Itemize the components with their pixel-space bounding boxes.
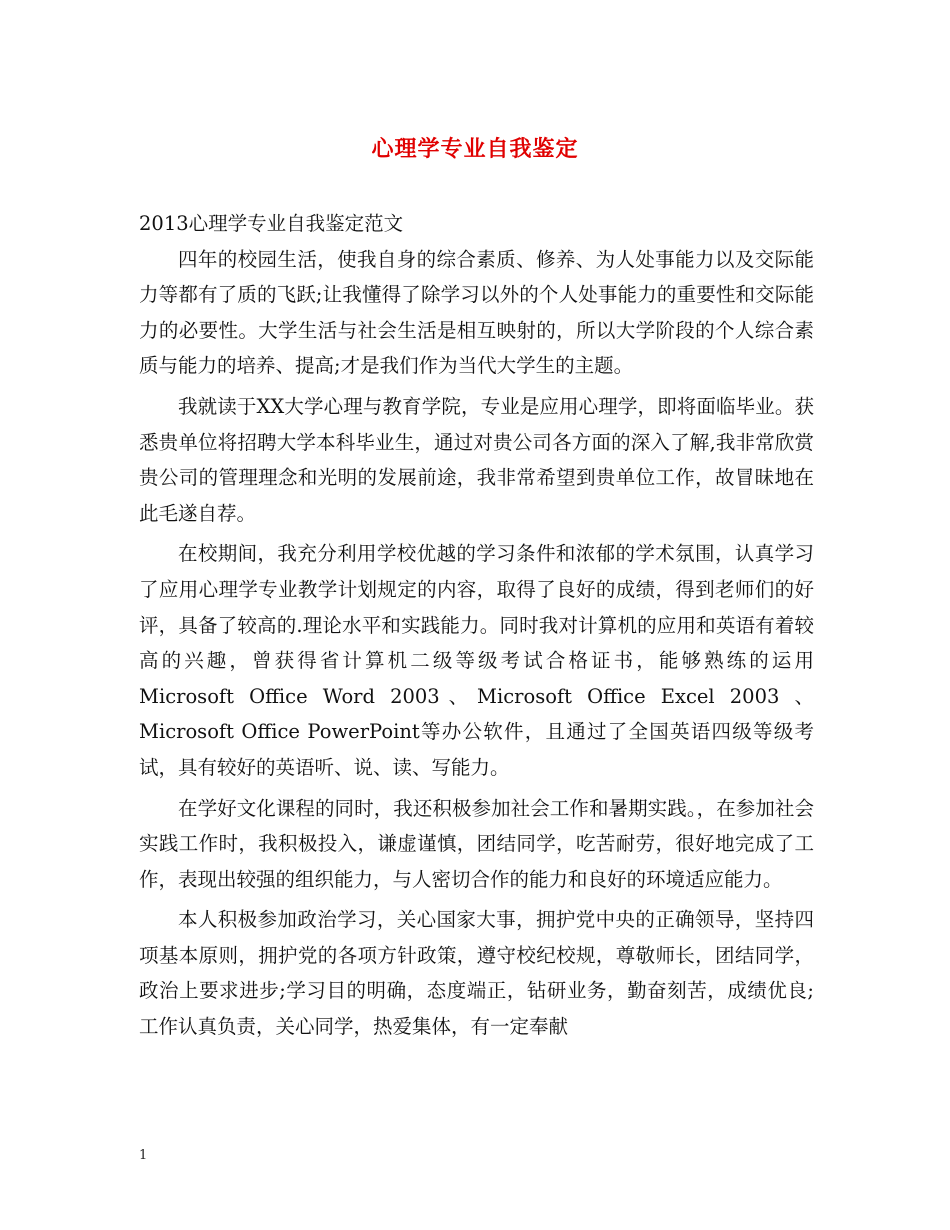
paragraph-5: 本人积极参加政治学习，关心国家大事，拥护党中央的正确领导，坚持四项基本原则，拥护党的各项方针政策，遵守校纪校规，尊敬师长，团结同学，政治上要求进步;学习目的明确，态度端正，钻研业务，勤奋刻苦，成绩优良;工作认真负责，关心同学，热爱集体，有一定奉献 <box>139 908 814 1039</box>
paragraph-3: 在校期间，我充分利用学校优越的学习条件和浓郁的学术氛围，认真学习了应用心理学专业教学计划规定的内容，取得了良好的成绩，得到老师们的好评，具备了较高的.理论水平和实践能力。同时我对计算机的应用和英语有着较高的兴趣，曾获得省计算机二级等级考试合格证书，能够熟练的运用 Microsoft Office Word 2003、Microsoft Office Excel 2003 、Microsoft Office PowerPoint等办公软件，且通过了全国英语四级等级考试，具有较好的英语听、说、读、写能力。 <box>139 542 814 779</box>
paragraph-4: 在学好文化课程的同时，我还积极参加社会工作和暑期实践。，在参加社会实践工作时，我积极投入，谦虚谨慎，团结同学，吃苦耐劳，很好地完成了工作，表现出较强的组织能力，与人密切合作的能力和良好的环境适应能力。 <box>139 796 814 891</box>
document-subtitle: 2013心理学专业自我鉴定范文 <box>139 212 404 235</box>
paragraph-2: 我就读于XX大学心理与教育学院，专业是应用心理学，即将面临毕业。获悉贵单位将招聘大学本科毕业生，通过对贵公司各方面的深入了解,我非常欣赏贵公司的管理理念和光明的发展前途，我非常希望到贵单位工作，故冒昧地在此毛遂自荐。 <box>139 394 814 525</box>
document-title: 心理学专业自我鉴定 <box>371 136 579 162</box>
document-body <box>139 206 814 1045</box>
paragraph-1: 四年的校园生活，使我自身的综合素质、修养、为人处事能力以及交际能力等都有了质的飞跃;让我懂得了除学习以外的个人处事能力的重要性和交际能力的必要性。大学生活与社会生活是相互映射的，所以大学阶段的个人综合素质与能力的培养、提高;才是我们作为当代大学生的主题。 <box>139 247 814 378</box>
page-number: 1 <box>139 1148 148 1163</box>
